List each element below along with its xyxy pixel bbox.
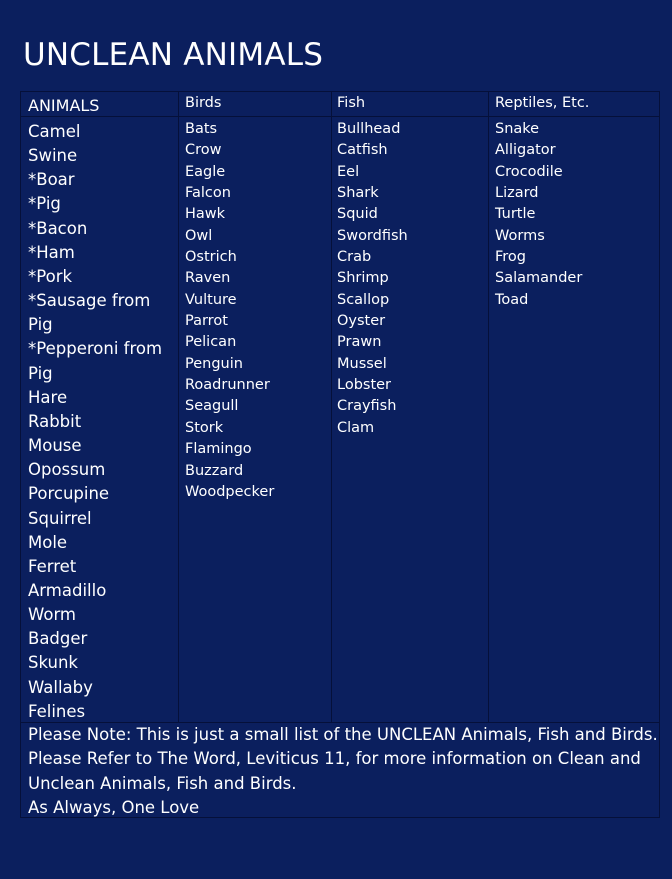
column-divider [178, 92, 179, 722]
fish-item: Clam [337, 419, 375, 436]
animal-item: Pig [28, 363, 53, 383]
column-divider [488, 92, 489, 722]
bird-item: Stork [185, 419, 224, 436]
fish-item: Shrimp [337, 270, 389, 287]
animal-item: *Pork [28, 266, 73, 286]
bird-item: Crow [185, 142, 222, 159]
animal-item: *Sausage from [28, 291, 151, 311]
fish-item: Oyster [337, 313, 386, 330]
animal-item: Hare [28, 387, 68, 407]
bird-item: Owl [185, 227, 213, 244]
fish-item: Crab [337, 249, 372, 266]
animal-item: Squirrel [28, 508, 92, 528]
unclean-animals-table [20, 91, 660, 818]
fish-item: Squid [337, 206, 378, 223]
bird-item: Parrot [185, 313, 228, 330]
bird-item: Pelican [185, 334, 237, 351]
header-fish: Fish [337, 95, 366, 111]
bird-item: Penguin [185, 355, 243, 372]
reptile-item: Worms [495, 227, 545, 244]
animal-item: *Boar [28, 170, 75, 190]
header-divider [21, 116, 659, 117]
animal-item: Felines [28, 701, 86, 721]
note-line: As Always, One Love [28, 798, 200, 818]
animal-item: Rabbit [28, 411, 82, 431]
bird-item: Eagle [185, 163, 226, 180]
fish-list [337, 119, 482, 439]
animals-list [28, 120, 178, 724]
animal-item: *Pig [28, 194, 61, 214]
animal-item: *Ham [28, 242, 75, 262]
fish-item: Mussel [337, 355, 387, 372]
fish-item: Catfish [337, 142, 388, 159]
animal-item: Badger [28, 629, 88, 649]
bird-item: Roadrunner [185, 377, 270, 394]
reptile-item: Lizard [495, 185, 539, 202]
bird-item: Hawk [185, 206, 226, 223]
animal-item: *Pepperoni from [28, 339, 163, 359]
reptile-item: Turtle [495, 206, 536, 223]
animal-item: *Bacon [28, 218, 88, 238]
bird-item: Buzzard [185, 462, 244, 479]
reptiles-list [495, 119, 655, 311]
header-animals: ANIMALS [28, 96, 100, 115]
bird-item: Bats [185, 121, 218, 137]
header-reptiles: Reptiles, Etc. [495, 95, 590, 111]
bird-item: Raven [185, 270, 231, 287]
fish-item: Prawn [337, 334, 382, 351]
reptile-item: Toad [495, 291, 529, 308]
note-section [28, 723, 658, 821]
fish-item: Lobster [337, 377, 392, 394]
animal-item: Armadillo [28, 580, 107, 600]
bird-item: Seagull [185, 398, 239, 415]
animal-item: Mouse [28, 436, 82, 456]
animal-item: Opossum [28, 460, 106, 480]
fish-item: Crayfish [337, 398, 397, 415]
reptile-item: Snake [495, 121, 540, 137]
note-line: Please Note: This is just a small list of the UNCLEAN Animals, Fish and Birds. [28, 725, 658, 744]
bird-item: Vulture [185, 291, 237, 308]
reptile-item: Frog [495, 249, 527, 266]
animal-item: Porcupine [28, 484, 110, 504]
reptile-item: Salamander [495, 270, 583, 287]
animal-item: Skunk [28, 653, 78, 673]
fish-item: Shark [337, 185, 379, 202]
animal-item: Camel [28, 122, 81, 141]
animal-item: Wallaby [28, 677, 93, 697]
animal-item: Ferret [28, 556, 77, 576]
page-title: UNCLEAN ANIMALS [23, 37, 324, 73]
fish-item: Swordfish [337, 227, 408, 244]
animal-item: Mole [28, 532, 68, 552]
fish-item: Eel [337, 163, 360, 180]
reptile-item: Crocodile [495, 163, 563, 180]
bird-item: Falcon [185, 185, 231, 202]
column-divider [331, 92, 332, 722]
fish-item: Scallop [337, 291, 390, 308]
fish-item: Bullhead [337, 121, 401, 137]
header-birds: Birds [185, 95, 222, 111]
animal-item: Pig [28, 315, 53, 335]
bird-item: Ostrich [185, 249, 237, 266]
bird-item: Flamingo [185, 441, 252, 458]
reptile-item: Alligator [495, 142, 556, 159]
animal-item: Swine [28, 146, 78, 166]
birds-list [185, 119, 325, 503]
note-line: Please Refer to The Word, Leviticus 11, for more information on Clean and Unclean Animals, Fish and Birds. [28, 749, 641, 793]
bird-item: Woodpecker [185, 483, 275, 500]
animal-item: Worm [28, 605, 77, 625]
